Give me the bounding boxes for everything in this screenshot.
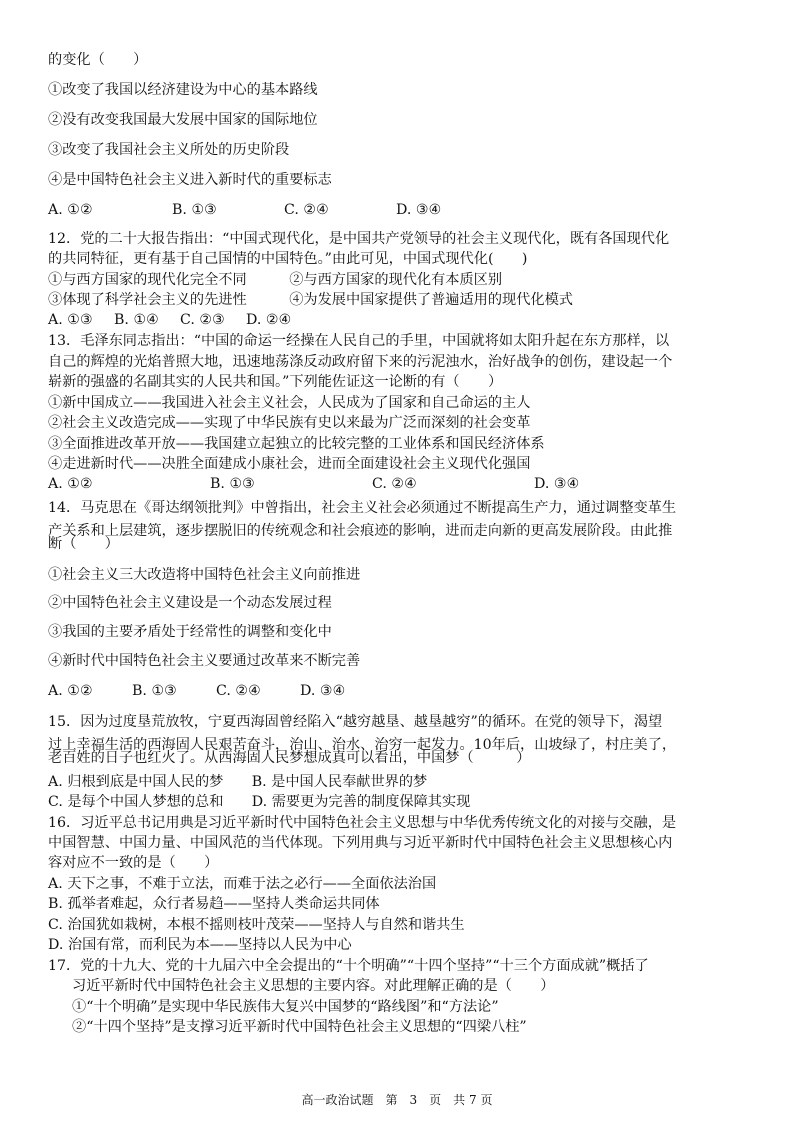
q16-option-d[interactable]: D. 治国有常，而利民为本——坚持以人民为中心 — [48, 937, 352, 953]
q14-statement-3: ③我国的主要矛盾处于经常性的调整和变化中 — [48, 624, 332, 640]
q17-stem-line-1: 17．党的十九大、党的十九届六中全会提出的“十个明确”“十四个坚持”“十三个方面成就”概括了 — [48, 958, 649, 974]
q16-stem-line-3: 容对应不一致的是（ ） — [48, 855, 219, 871]
q12-option-d[interactable]: D. ②④ — [246, 312, 292, 328]
q13-statement-4: ④走进新时代——决胜全面建成小康社会，进而全面建设社会主义现代化强国 — [48, 456, 531, 472]
q15-stem-line-1: 15．因为过度垦荒放牧，宁夏西海固曾经陷入“越穷越垦、越垦越穷”的循环。在党的领导下，渴望 — [48, 714, 663, 730]
q12-stem-line-1: 12．党的二十大报告指出：“中国式现代化，是中国共产党领导的社会主义现代化，既有各国现代化 — [48, 231, 670, 247]
q11-statement-2: ②没有改变我国最大发展中国家的国际地位 — [48, 112, 318, 128]
q15-stem-line-2: 过上幸福生活的西海固人民艰苦奋斗，治山、治水、治穷一起发力。10年后，山坡绿了，村庄美了， — [48, 737, 677, 753]
q14-option-a[interactable]: A. ①② — [48, 683, 93, 699]
q13-option-c[interactable]: C. ②④ — [372, 476, 417, 492]
q14-statement-4: ④新时代中国特色社会主义要通过改革来不断完善 — [48, 653, 361, 669]
q13-statement-1: ①新中国成立——我国进入社会主义社会，人民成为了国家和自己命运的主人 — [48, 395, 531, 411]
q13-statement-2: ②社会主义改造完成——实现了中华民族有史以来最为广泛而深刻的社会变革 — [48, 415, 531, 431]
q16-option-b[interactable]: B. 孤举者难起，众行者易趋——坚持人类命运共同体 — [48, 896, 380, 912]
q14-stem-line-2: 产关系和上层建筑，逐步摆脱旧的传统观念和社会痕迹的影响，进而走向新的更高发展阶段。由此推 — [48, 523, 673, 539]
q13-option-a[interactable]: A. ①② — [48, 476, 93, 492]
q16-stem-line-2: 中国智慧、中国力量、中国风范的当代体现。下列用典与习近平新时代中国特色社会主义思想核心内 — [48, 835, 673, 851]
q14-stem-line-3: 断（ ） — [48, 536, 119, 552]
q12-stem-line-2: 的共同特征，更有基于自己国情的中国特色。”由此可见，中国式现代化( ) — [48, 251, 528, 267]
page-footer: 高一政治试题 第 3 页 共 7 页 — [301, 1093, 493, 1107]
q14-options — [48, 681, 748, 701]
q17-statement-2: ②“十四个坚持”是支撑习近平新时代中国特色社会主义思想的“四梁八柱” — [72, 1019, 527, 1035]
q17-stem-line-2: 习近平新时代中国特色社会主义思想的主要内容。对此理解正确的是（ ） — [72, 978, 555, 994]
q11-statement-1: ①改变了我国以经济建设为中心的基本路线 — [48, 82, 318, 98]
q14-option-b[interactable]: B. ①③ — [132, 683, 177, 699]
q12-statements-3-4: ③体现了科学社会主义的先进性 ④为发展中国家提供了普遍适用的现代化模式 — [48, 292, 573, 308]
q13-stem-line-3: 崭新的强盛的名副其实的人民共和国。”下列能佐证这一论断的有（ ） — [48, 374, 503, 390]
q11-option-c[interactable]: C. ②④ — [284, 202, 329, 218]
q14-statement-1: ①社会主义三大改造将中国特色社会主义向前推进 — [48, 567, 361, 583]
q14-option-d[interactable]: D. ③④ — [300, 683, 346, 699]
q11-option-b[interactable]: B. ①③ — [172, 202, 217, 218]
q11-option-a[interactable]: A. ①② — [48, 202, 93, 218]
q16-option-a[interactable]: A. 天下之事，不难于立法，而难于法之必行——全面依法治国 — [48, 876, 437, 892]
q14-option-c[interactable]: C. ②④ — [216, 683, 261, 699]
q11-options — [48, 200, 748, 220]
q13-options — [48, 474, 748, 494]
q17-statement-1: ①“十个明确”是实现中华民族伟大复兴中国梦的“路线图”和“方法论” — [72, 999, 499, 1015]
q15-stem-line-3: 老百姓的日子也红火了。从西海固人民梦想成真可以看出，中国梦（ ） — [48, 750, 531, 766]
q13-statement-3: ③全面推进改革开放——我国建立起独立的比较完整的工业体系和国民经济体系 — [48, 436, 545, 452]
q15-options-cd[interactable]: C. 是每个中国人梦想的总和 D. 需要更为完善的制度保障其实现 — [48, 794, 471, 810]
q13-stem-line-1: 13．毛泽东同志指出：“中国的命运一经操在人民自己的手里，中国就将如太阳升起在东方那样，以 — [48, 333, 670, 349]
q12-option-b[interactable]: B. ①④ — [114, 312, 159, 328]
q14-statement-2: ②中国特色社会主义建设是一个动态发展过程 — [48, 595, 332, 611]
q12-option-c[interactable]: C. ②③ — [180, 312, 225, 328]
q11-option-d[interactable]: D. ③④ — [396, 202, 442, 218]
q12-options — [48, 310, 748, 330]
q15-options-ab[interactable]: A. 归根到底是中国人民的梦 B. 是中国人民奉献世界的梦 — [48, 774, 428, 790]
q11-statement-3: ③改变了我国社会主义所处的历史阶段 — [48, 142, 290, 158]
question-11-stem-tail: 的变化（ ） — [48, 52, 148, 68]
q14-stem-line-1: 14．马克思在《哥达纲领批判》中曾指出，社会主义社会必须通过不断提高生产力，通过调整变革生 — [48, 500, 677, 516]
q13-option-d[interactable]: D. ③④ — [534, 476, 580, 492]
q12-option-a[interactable]: A. ①③ — [48, 312, 93, 328]
q13-option-b[interactable]: B. ①③ — [210, 476, 255, 492]
q16-option-c[interactable]: C. 治国犹如栽树，本根不摇则枝叶茂荣——坚持人与自然和谐共生 — [48, 917, 465, 933]
q16-stem-line-1: 16．习近平总书记用典是习近平新时代中国特色社会主义思想与中华优秀传统文化的对接与交融，是 — [48, 815, 677, 831]
q12-statements-1-2: ①与西方国家的现代化完全不同 ②与西方国家的现代化有本质区别 — [48, 272, 503, 288]
q11-statement-4: ④是中国特色社会主义进入新时代的重要标志 — [48, 172, 332, 188]
q13-stem-line-2: 自己的辉煌的光焰普照大地，迅速地荡涤反动政府留下来的污泥浊水，治好战争的创伤，建设起一个 — [48, 354, 673, 370]
